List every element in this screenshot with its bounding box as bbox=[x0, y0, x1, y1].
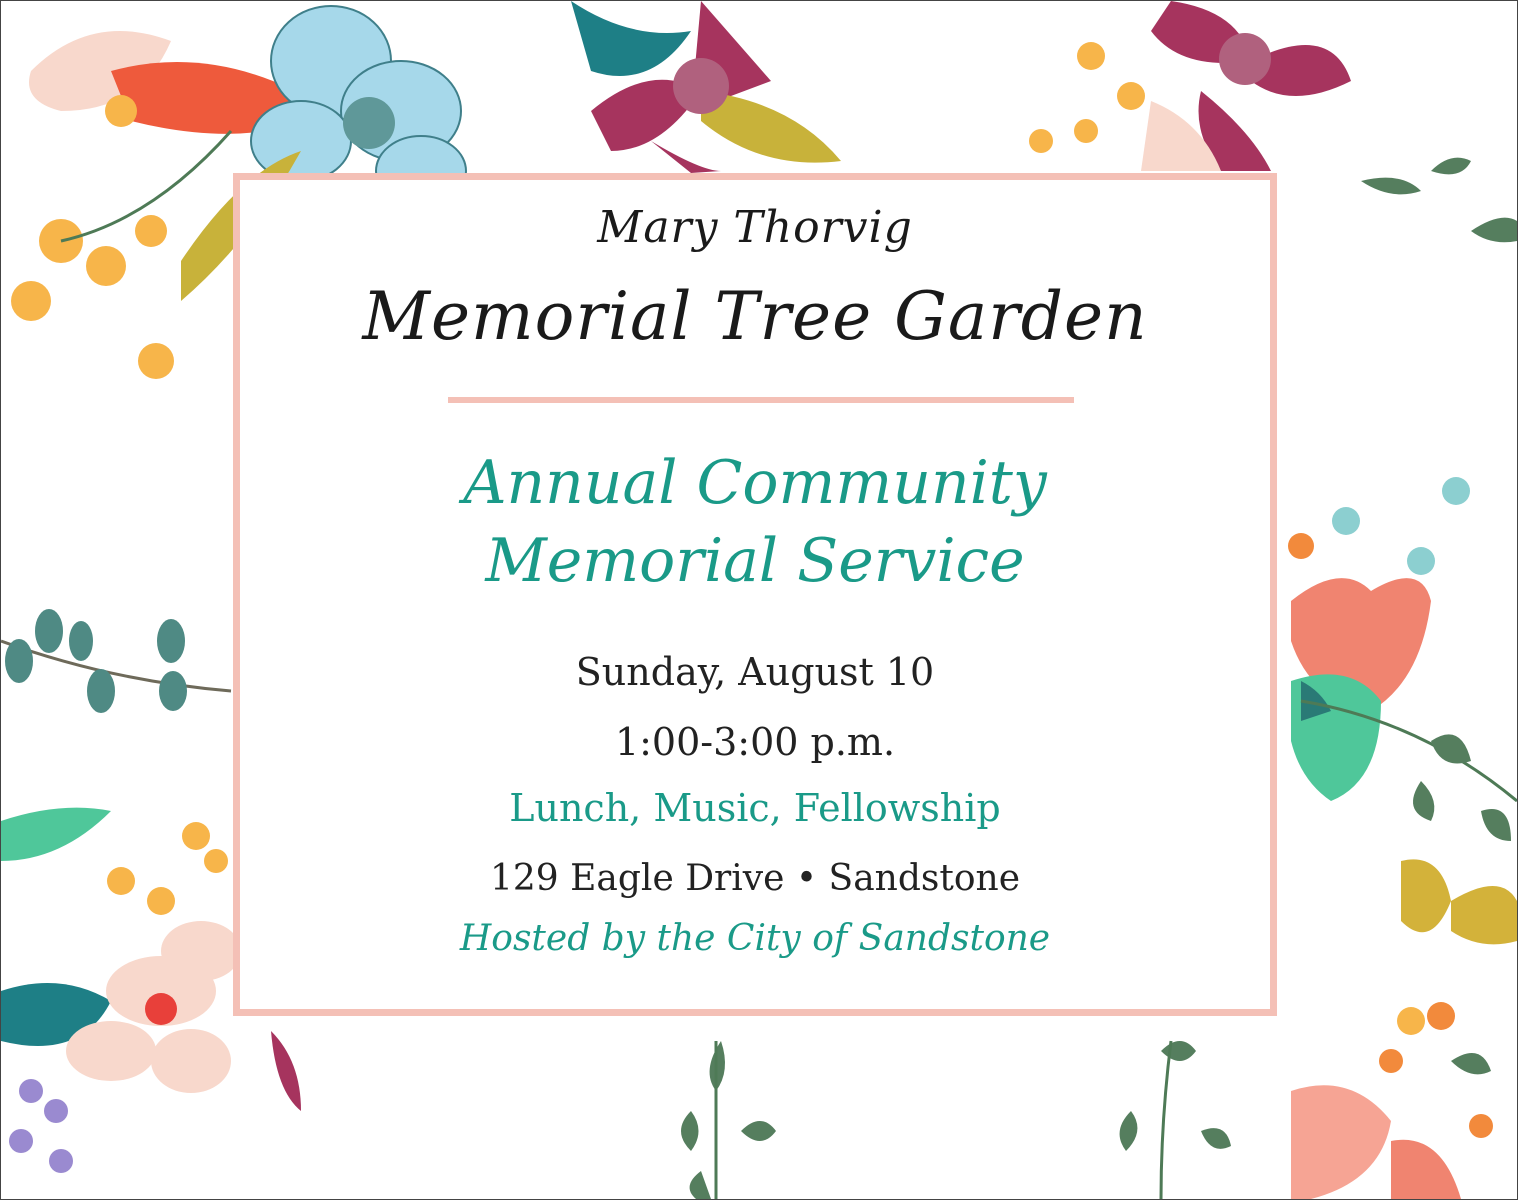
invitation-card bbox=[233, 173, 1277, 1016]
event-title-line1: Annual Community bbox=[463, 448, 1047, 518]
event-address: 129 Eagle Drive • Sandstone bbox=[489, 858, 1020, 899]
berry-icon bbox=[5, 609, 187, 713]
flower-icon bbox=[571, 1, 841, 173]
leaf-icon bbox=[1361, 158, 1517, 243]
main-title: Memorial Tree Garden bbox=[362, 278, 1148, 355]
event-title-line2: Memorial Service bbox=[485, 526, 1025, 596]
event-host: Hosted by the City of Sandstone bbox=[459, 918, 1051, 959]
event-time: 1:00-3:00 p.m. bbox=[614, 720, 896, 764]
honoree-name: Mary Thorvig bbox=[597, 202, 913, 253]
event-date: Sunday, August 10 bbox=[575, 650, 935, 694]
event-activities: Lunch, Music, Fellowship bbox=[509, 786, 1001, 830]
flower-icon bbox=[1291, 578, 1517, 1199]
berry-icon bbox=[11, 95, 174, 379]
berry-icon bbox=[1288, 477, 1493, 1138]
leaf-icon bbox=[681, 1041, 1231, 1199]
flower-icon bbox=[1141, 1, 1351, 171]
berry-icon bbox=[1029, 42, 1145, 153]
divider bbox=[448, 397, 1074, 403]
